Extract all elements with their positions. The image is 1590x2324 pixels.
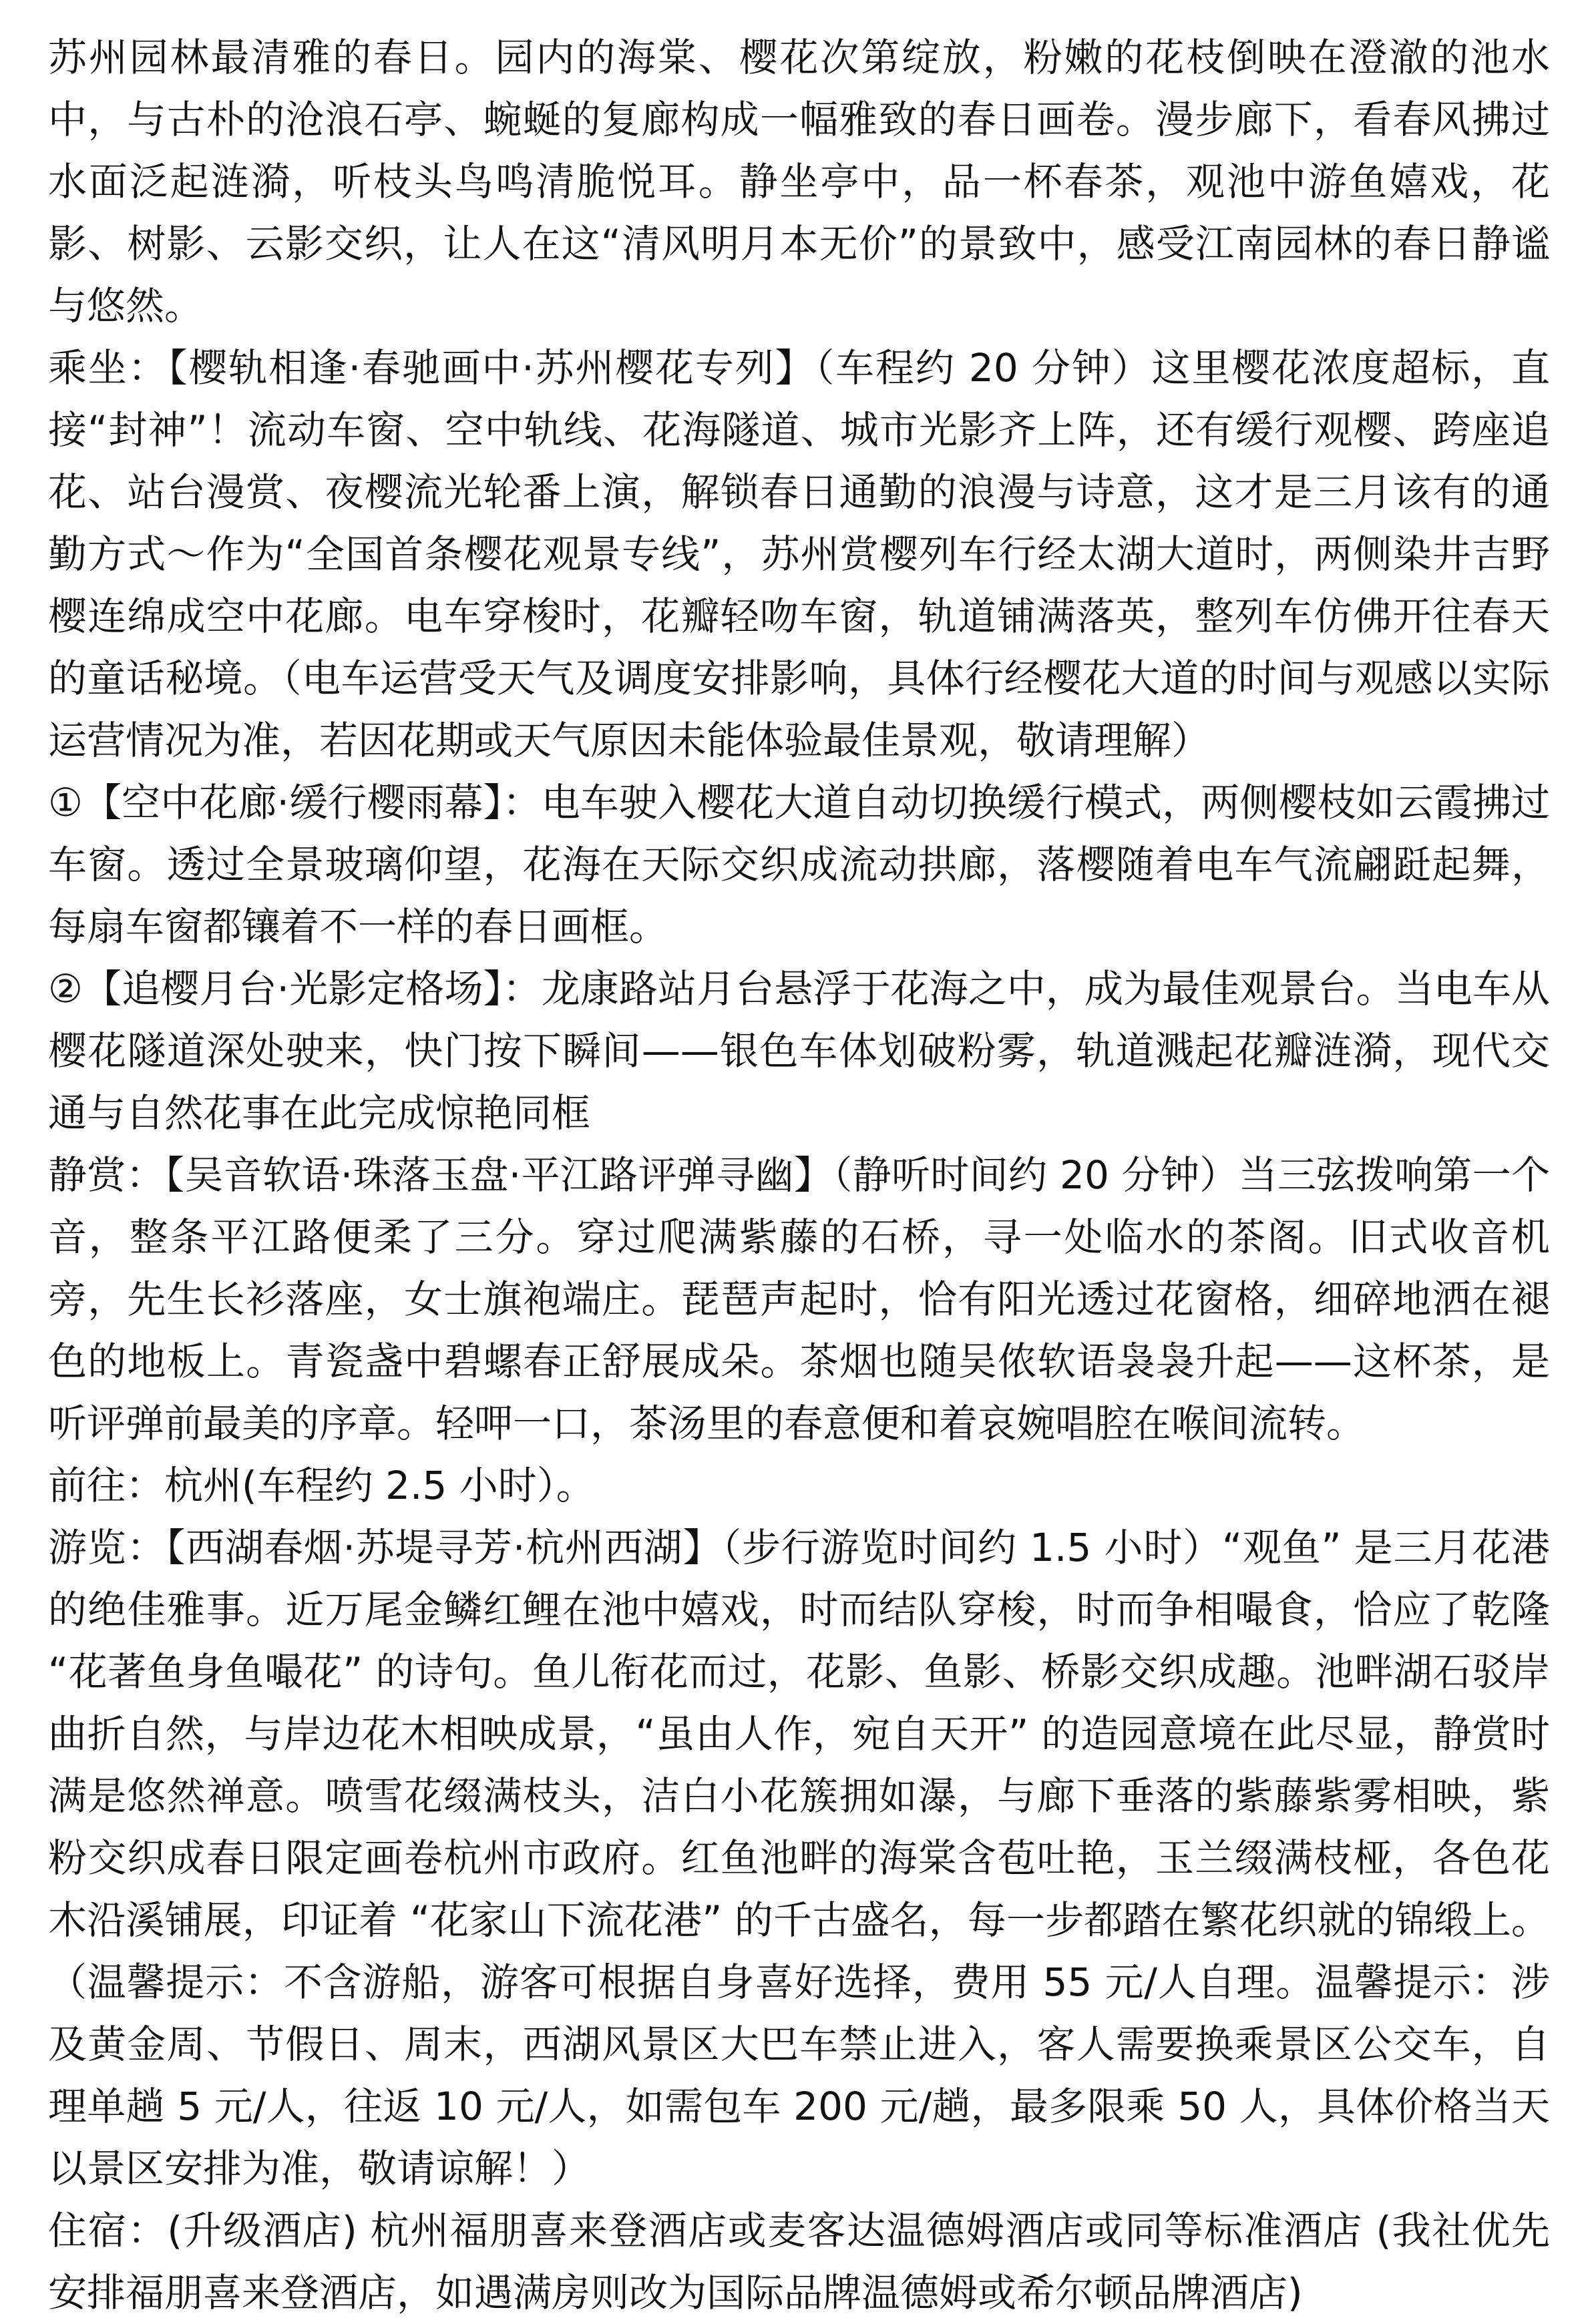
paragraph-sakura-train: 乘坐：【樱轨相逢·春驰画中·苏州樱花专列】（车程约 20 分钟）这里樱花浓度超标，直接“封神”！流动车窗、空中轨线、花海隧道、城市光影齐上阵，还有缓行观樱、跨座追花、站台漫赏、夜樱流光轮番上演，解锁春日通勤的浪漫与诗意，这才是三月该有的通勤方式～作为“全国首条樱花观景专线”，苏州赏樱列车行经太湖大道时，两侧染井吉野樱连绵成空中花廊。电车穿梭时，花瓣轻吻车窗，轨道铺满落英，整列车仿佛开往春天的童话秘境。（电车运营受天气及调度安排影响，具体行经樱花大道的时间与观感以实际运营情况为准，若因花期或天气原因未能体验最佳景观，敬请理解） — [48, 345, 1550, 763]
paragraph-garden-intro: 苏州园林最清雅的春日。园内的海棠、樱花次第绽放，粉嫩的花枝倒映在澄澈的池水中，与古朴的沧浪石亭、蜿蜒的复廊构成一幅雅致的春日画卷。漫步廊下，看春风拂过水面泛起涟漪，听枝头鸟鸣清脆悦耳。静坐亭中，品一杯春茶，观池中游鱼嬉戏，花影、树影、云影交织，让人在这“清风明月本无价”的景致中，感受江南园林的春日静谧与悠然。 — [48, 35, 1550, 328]
paragraph-sky-corridor: ①【空中花廊·缓行樱雨幕】：电车驶入樱花大道自动切换缓行模式，两侧樱枝如云霞拂过车窗。透过全景玻璃仰望，花海在天际交织成流动拱廊，落樱随着电车气流翩跹起舞，每扇车窗都镶着不一样的春日画框。 — [48, 780, 1550, 949]
paragraph-west-lake: 游览：【西湖春烟·苏堤寻芳·杭州西湖】（步行游览时间约 1.5 小时）“观鱼” 是三月花港的绝佳雅事。近万尾金鳞红鲤在池中嬉戏，时而结队穿梭，时而争相嘬食，恰应了乾隆 “花著鱼身鱼嘬花” 的诗句。鱼儿衔花而过，花影、鱼影、桥影交织成趣。池畔湖石驳岸曲折自然，与岸边花木相映成景，“虽由人作，宛自天开” 的造园意境在此尽显，静赏时满是悠然禅意。喷雪花缀满枝头，洁白小花簇拥如瀑，与廊下垂落的紫藤紫雾相映，紫粉交织成春日限定画卷杭州市政府。红鱼池畔的海棠含苞吐艳，玉兰缀满枝桠，各色花木沿溪铺展，印证着 “花家山下流花港” 的千古盛名，每一步都踏在繁花织就的锦缎上。（温馨提示：不含游船，游客可根据自身喜好选择，费用 55 元/人自理。温馨提示：涉及黄金周、节假日、周末，西湖风景区大巴车禁止进入，客人需要换乘景区公交车，自理单趟 5 元/人，往返 10 元/人，如需包车 200 元/趟，最多限乘 50 人，具体价格当天以景区安排为准，敬请谅解！） — [48, 1525, 1550, 2191]
paragraph-pingjiang-pingtan: 静赏：【吴音软语·珠落玉盘·平江路评弹寻幽】（静听时间约 20 分钟）当三弦拨响第一个音，整条平江路便柔了三分。穿过爬满紫藤的石桥，寻一处临水的茶阁。旧式收音机旁，先生长衫落座，女士旗袍端庄。琵琶声起时，恰有阳光透过花窗格，细碎地洒在褪色的地板上。青瓷盏中碧螺春正舒展成朵。茶烟也随吴侬软语袅袅升起——这杯茶，是听评弹前最美的序章。轻呷一口，茶汤里的春意便和着哀婉唱腔在喉间流转。 — [48, 1152, 1550, 1446]
paragraph-platform-photo: ②【追樱月台·光影定格场】：龙康路站月台悬浮于花海之中，成为最佳观景台。当电车从樱花隧道深处驶来，快门按下瞬间——银色车体划破粉雾，轨道溅起花瓣涟漪，现代交通与自然花事在此完成惊艳同框 — [48, 966, 1550, 1136]
paragraph-travel-hangzhou: 前往：杭州(车程约 2.5 小时）。 — [48, 1463, 595, 1508]
paragraph-accommodation: 住宿：(升级酒店) 杭州福朋喜来登酒店或麦客达温德姆酒店或同等标准酒店 (我社优先安排福朋喜来登酒店，如遇满房则改为国际品牌温德姆或希尔顿品牌酒店) — [48, 2208, 1550, 2315]
